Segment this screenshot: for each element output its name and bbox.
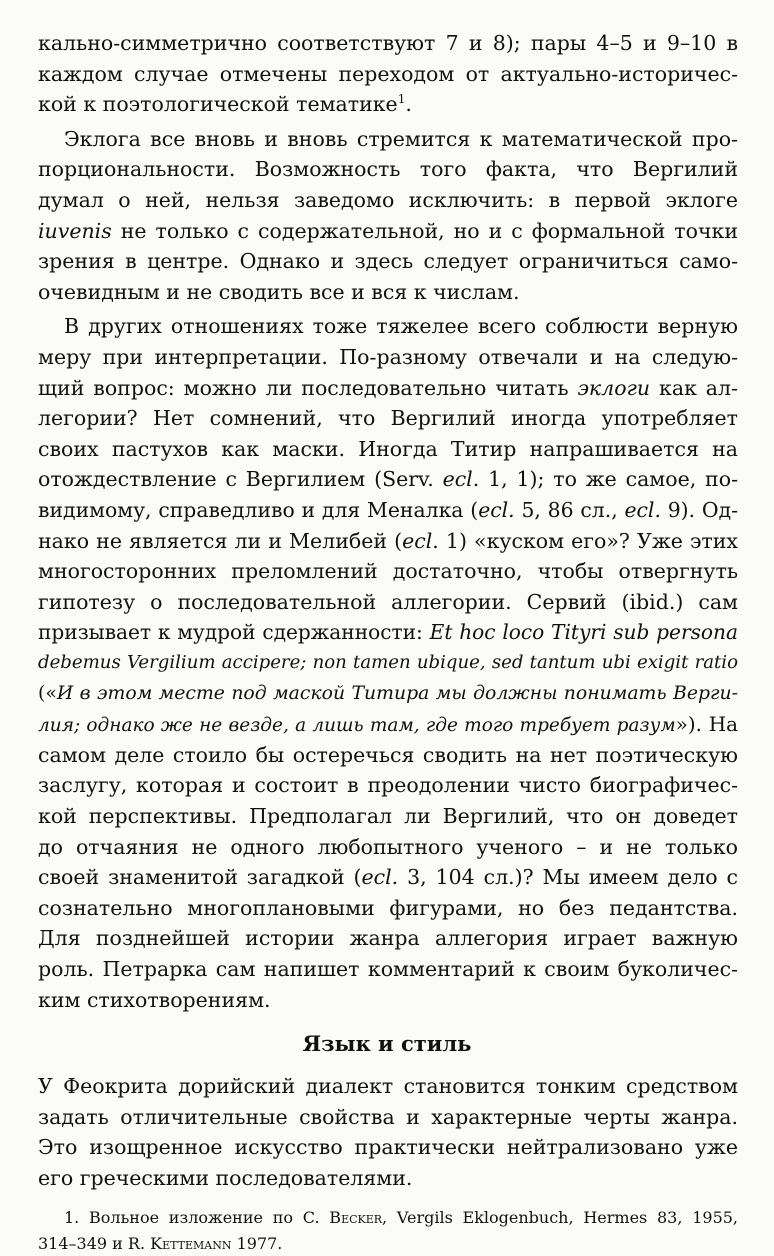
text-line: задать отличительные свойства и характерные черты жанра.	[38, 1104, 738, 1129]
text-span: »). На	[675, 712, 738, 737]
text-line	[38, 679, 738, 709]
text-span: щий вопрос: можно ли последовательно читать	[38, 375, 578, 400]
text-line: думал о ней, нельзя заведомо исключить: в первой эклоге	[38, 188, 738, 212]
text-line: У Феокрита дорийский диалект становится тонким средством	[38, 1074, 738, 1099]
text-span: как ал-	[650, 375, 738, 400]
italic-span: эклоги	[577, 375, 651, 400]
text-line: debemus Vergilium accipere; non tamen ubique, sed tantum ubi exigit ratio	[38, 652, 738, 673]
text-span: 3, 104 сл.)? Мы имеем дело с	[398, 865, 738, 890]
author-name: R. Kettemann	[127, 1233, 232, 1253]
text-span: , Vergils Eklogenbuch, Hermes 83, 1955,	[382, 1207, 739, 1227]
text-line: его греческими последователями.	[38, 1166, 413, 1190]
text-line: меру при интерпретации. По-разному отвечали и на следую-	[38, 345, 738, 369]
text-line: самом деле стоило бы остеречься сводить на нет поэтическую	[38, 742, 738, 767]
italic-span: ecl.	[478, 498, 515, 522]
text-line: сознательно многоплановыми фигурами, но без педантства.	[38, 895, 738, 920]
text-span: не только с содержательной, но и с формальной точки	[120, 218, 738, 243]
footnote-line	[64, 1206, 738, 1230]
latin-term: iuvenis	[38, 218, 112, 243]
text-line	[38, 495, 738, 525]
text-span: видимому, справедливо и для Меналка (	[38, 498, 479, 522]
text-line: своих пастухов как маски. Иногда Титир напрашивается на	[38, 436, 738, 461]
text-line: легории? Нет сомнений, что Вергилий иногда употребляет	[38, 406, 738, 431]
text-line: заслугу, которая и состоит в преодолении чисто биографичес-	[38, 773, 738, 798]
author-name: C. Becker	[302, 1207, 383, 1227]
text-line: многосторонних преломлений достаточно, чтобы отвергнуть	[38, 559, 738, 584]
text-span: отождествление с Вергилием (Serv.	[38, 467, 443, 492]
text-line	[38, 709, 738, 739]
text-line: до отчаяния не одного любопытного ученого – и не только	[38, 834, 738, 859]
text-line	[38, 617, 738, 647]
footnote-line	[38, 1232, 738, 1256]
text-line: Это изощренное искусство практически нейтрализовано уже	[38, 1135, 738, 1160]
text-span: нако не является ли и Мелибей (	[38, 528, 403, 553]
italic-span: лия; однако же не везде, а лишь там, где того требует разум	[38, 715, 676, 737]
text-line: кально-симметрично соответствуют 7 и 8); пары 4–5 и 9–10 в	[38, 31, 738, 55]
text-line: зрения в центре. Однако и здесь следует ограничиться само-	[38, 249, 738, 274]
text-line: Для позднейшей истории жанра аллегория играет важную	[38, 926, 738, 951]
footnote-ref[interactable]: 1	[397, 92, 406, 107]
italic-span: ecl.	[402, 528, 439, 553]
text-span: 314–349 и	[38, 1233, 128, 1253]
italic-span: ecl.	[624, 498, 661, 522]
text-span: 1, 1); то же самое, по-	[479, 467, 738, 492]
text-span: кой к поэтологической тематике	[38, 92, 398, 117]
text-line: очевидным и не сводить все и вся к числам.	[38, 279, 520, 304]
italic-span: Et hoc loco Tityri sub persona	[429, 620, 738, 645]
text-line	[38, 526, 738, 556]
text-span: 1. Вольное изложение по	[64, 1207, 303, 1227]
text-line: ким стихотворениям.	[38, 987, 271, 1012]
section-heading: Язык и стиль	[302, 1031, 472, 1057]
text-span: 1977.	[231, 1233, 283, 1253]
text-line: Эклога все вновь и вновь стремится к математической про-	[64, 126, 738, 151]
text-line: кой перспективы. Предполагал ли Вергилий, что он доведет	[38, 804, 738, 828]
text-line	[38, 464, 738, 494]
italic-span: ecl.	[442, 467, 480, 492]
text-span: 5, 86 сл.,	[514, 498, 625, 522]
italic-span: ecl.	[361, 865, 399, 890]
italic-span: И в этом месте под маской Титира мы должны понимать Верги-	[56, 682, 738, 704]
text-line: гипотезу о последовательной аллегории. Сервий (ibid.) сам	[38, 589, 738, 614]
text-line	[38, 89, 738, 119]
text-line: порциональности. Возможность того факта, что Вергилий	[38, 157, 738, 182]
text-line: роль. Петрарка сам напишет комментарий к своим буколичес-	[38, 957, 738, 981]
text-line	[38, 373, 738, 403]
text-span: призывает к мудрой сдержанности:	[38, 620, 430, 645]
text-line	[38, 216, 738, 246]
text-line: каждом случае отмечены переходом от актуально-историчес-	[38, 61, 738, 86]
text-line	[38, 862, 738, 892]
text-span: своей знаменитой загадкой (	[38, 865, 362, 890]
text-span: .	[405, 92, 412, 117]
text-span: 9). Од-	[660, 498, 739, 522]
text-span: 1) «куском его»? Уже этих	[438, 528, 738, 553]
text-span: («	[38, 682, 57, 704]
text-line: В других отношениях тоже тяжелее всего соблюсти верную	[64, 314, 738, 339]
